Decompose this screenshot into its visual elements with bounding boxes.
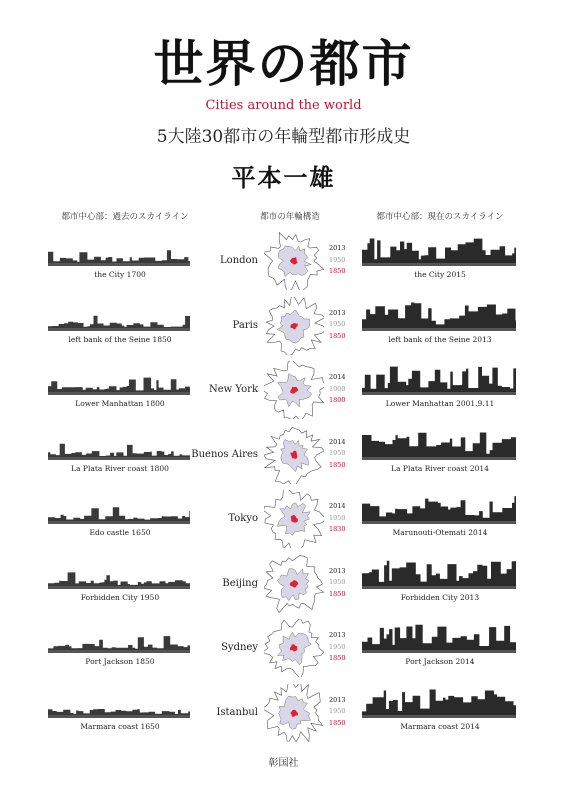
past-skyline-caption: Forbidden City 1950 [80,592,160,602]
urban-ring-map [264,684,324,742]
past-skyline [48,242,190,266]
ring-year-label: 2013 [329,695,346,704]
present-skyline [362,365,516,395]
ring-year-label: 2014 [329,502,346,510]
past-skyline-caption: Edo castle 1650 [89,528,151,537]
past-skyline [48,629,190,653]
present-skyline-caption: Forbidden City 2013 [400,592,480,602]
present-skyline [362,494,516,524]
ring-year-label: 1900 [329,384,346,393]
past-skyline-caption: Marmara coast 1650 [80,721,160,731]
ring-year-label: 1850 [329,589,346,598]
ring-year-label: 1850 [329,718,346,727]
urban-ring-map [264,297,324,355]
urban-ring-map [264,619,324,677]
ring-year-label: 1850 [329,654,346,662]
present-skyline-caption: Lower Manhattan 2001.9.11 [385,399,495,408]
past-skyline-caption: left bank of the Seine 1850 [68,334,172,344]
past-skyline [48,565,190,589]
past-skyline-caption: La Plata River coast 1800 [71,463,169,473]
present-skyline [362,430,516,460]
ring-year-label: 2013 [329,308,346,317]
past-skyline-caption: Port Jackson 1850 [85,657,155,666]
present-skyline-caption: the City 2015 [414,270,466,279]
urban-ring-map [264,490,324,548]
past-skyline [48,694,190,718]
past-skyline [48,371,190,395]
present-skyline-caption: left bank of the Seine 2013 [388,334,492,344]
ring-year-label: 1950 [329,513,346,522]
city-name: London [220,255,258,266]
ring-year-label: 2013 [329,244,346,252]
ring-year-label: 1830 [329,525,346,533]
column-header-past: 都市中心部：過去のスカイライン [61,212,189,222]
ring-year-label: 1950 [329,642,346,651]
book-title: 世界の都市 [153,35,414,93]
present-skyline-caption: La Plata River coast 2014 [391,463,489,473]
city-name: Beijing [222,577,258,589]
present-skyline [362,559,516,589]
present-skyline-caption: Marunouti-Otemati 2014 [392,528,488,537]
city-name: Istanbul [216,706,258,718]
present-skyline [362,623,516,653]
ring-year-label: 1800 [329,396,346,404]
urban-ring-map [264,361,324,419]
present-skyline [362,236,516,266]
ring-year-label: 2013 [329,566,346,575]
past-skyline [48,436,190,460]
ring-year-label: 1850 [329,267,346,275]
present-skyline [362,301,516,331]
urban-ring-map [264,555,324,613]
ring-year-label: 1950 [329,449,346,457]
city-name: New York [209,384,258,395]
ring-year-label: 2014 [329,437,346,446]
urban-ring-map [264,426,324,484]
ring-year-label: 1950 [329,320,346,328]
english-subtitle: Cities around the world [205,98,362,113]
past-skyline [48,307,190,331]
column-header-present: 都市中心部：現在のスカイライン [376,212,504,222]
author-name: 平本一雄 [231,164,336,192]
urban-ring-map [264,232,324,290]
ring-year-label: 2014 [329,373,346,381]
city-name: Sydney [221,642,258,653]
past-skyline-caption: the City 1700 [94,270,146,279]
japanese-subtitle: 5大陸30都市の年輪型都市形成史 [156,127,411,147]
ring-year-label: 1950 [329,578,346,586]
present-skyline [362,688,516,718]
ring-year-label: 1850 [329,331,346,340]
past-skyline [48,500,190,524]
publisher-name: 彰国社 [268,758,299,769]
past-skyline-caption: Lower Manhattan 1800 [75,399,165,408]
present-skyline-caption: Marmara coast 2014 [400,721,480,731]
city-name: Tokyo [228,513,258,524]
city-name: Paris [232,319,258,331]
present-skyline-caption: Port Jackson 2014 [405,657,475,666]
city-name: Buenos Aires [191,448,258,460]
column-header-rings: 都市の年輪構造 [260,212,320,222]
ring-year-label: 1950 [329,255,346,264]
ring-year-label: 1850 [329,460,346,469]
ring-year-label: 1950 [329,707,346,715]
ring-year-label: 2013 [329,631,346,639]
